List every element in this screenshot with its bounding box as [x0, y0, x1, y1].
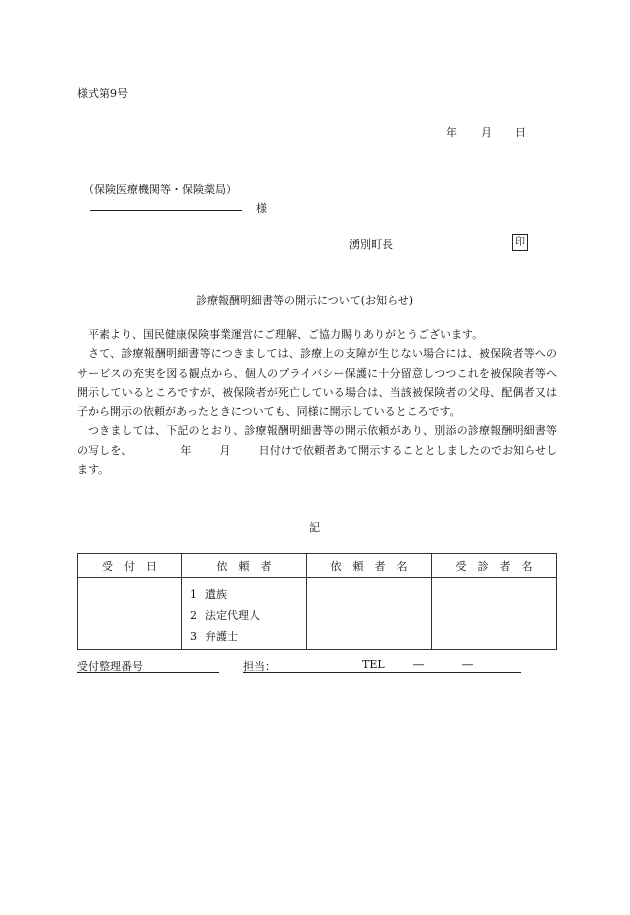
paragraph-1: 平素より、国民健康保険事業運営にご理解、ご協力賜りありがとうございます。	[88, 328, 484, 341]
paragraph-3-month: 月	[219, 443, 231, 457]
tel-label: TEL	[362, 658, 385, 671]
date-day: 日	[515, 126, 526, 139]
addressee-honorific: 様	[256, 202, 267, 215]
addressee-underline	[90, 210, 242, 211]
cell-requester	[182, 578, 307, 650]
requester-option[interactable]: 1 遺族	[190, 588, 227, 601]
form-number: 様式第9号	[77, 87, 128, 100]
tel-dash-2: ―	[462, 658, 473, 671]
header-patient-name: 受 診 者 名	[432, 554, 557, 578]
table-row	[78, 578, 557, 650]
date-year: 年	[446, 126, 457, 139]
cell-reception-date[interactable]	[78, 578, 182, 650]
paragraph-3-year: 年	[180, 443, 192, 457]
staff-tel-line	[243, 672, 521, 673]
table-header-row	[78, 554, 557, 578]
date-month: 月	[481, 126, 492, 139]
tel-dash-1: ―	[413, 658, 424, 671]
requester-option[interactable]: 3 弁護士	[190, 630, 238, 643]
addressee-name: （保険医療機関等・保険薬局）	[83, 183, 237, 196]
document-title: 診療報酬明細書等の開示について(お知らせ)	[196, 294, 414, 307]
header-requester: 依 頼 者	[182, 554, 307, 578]
sender-name: 湧別町長	[349, 238, 393, 251]
requester-option[interactable]: 2 法定代理人	[190, 609, 260, 622]
paragraph-3-b: 日付けで依頼者あて開示することとしましたのでお知らせします。	[77, 443, 558, 477]
paragraph-3	[77, 421, 557, 479]
seal-mark: 印	[512, 234, 528, 251]
request-table	[77, 553, 557, 650]
reception-number-line	[77, 672, 219, 673]
paragraph-2: さて、診療報酬明細書等につきましては、診療上の支障が生じない場合には、被保険者等へのサービスの充実を図る観点から、個人のプライバシー保護に十分留意しつつこれを被保険者等へ開示しているところですが、被保険者が死亡している場合は、当該被保険者の父母、配偶者又は子から開示の依頼があったときについても、同様に開示しているところです。	[77, 347, 557, 419]
cell-patient-name[interactable]	[432, 578, 557, 650]
header-requester-name: 依 頼 者 名	[307, 554, 432, 578]
cell-requester-name[interactable]	[307, 578, 432, 650]
header-reception-date: 受 付 日	[78, 554, 182, 578]
reception-number-label: 受付整理番号	[77, 660, 143, 673]
body-text	[77, 325, 557, 479]
ki-heading: 記	[309, 521, 320, 534]
staff-label: 担当：	[243, 660, 276, 673]
paragraph-3-a: つきましては、下記のとおり、診療報酬明細書等の開示依頼があり、別添の診療報酬明細書等の写しを、	[77, 424, 557, 457]
